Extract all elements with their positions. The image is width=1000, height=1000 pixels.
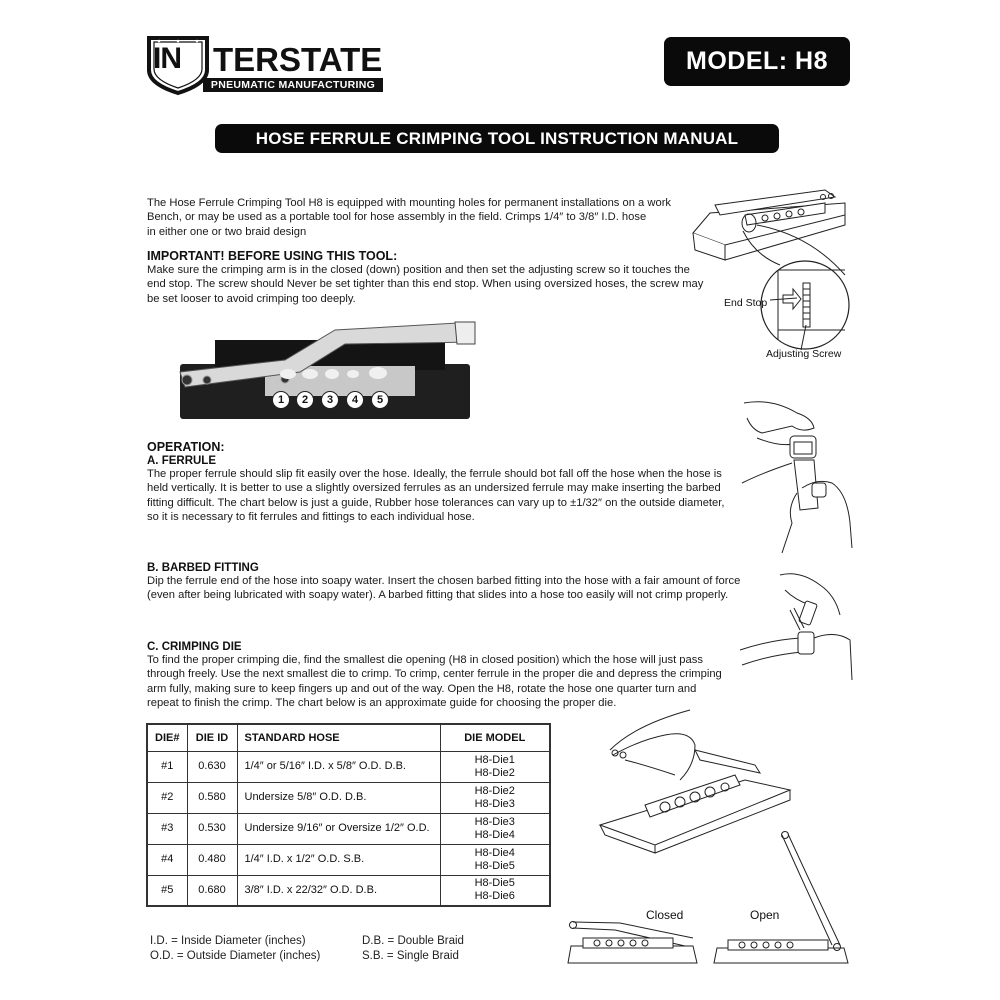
barbed-line: Dip the ferrule end of the hose into soapy water. Insert the chosen barbed fitting into the hose with a fair amount of force: [147, 575, 741, 587]
important-paragraph: [147, 263, 707, 306]
ferrule-paragraph: [147, 467, 727, 524]
cell-die-number: #2: [147, 782, 187, 813]
die-model-secondary: H8-Die3: [474, 797, 515, 810]
important-line: be set looser to avoid crimping too deeply.: [147, 292, 356, 305]
header-die-number: DIE#: [147, 724, 187, 751]
die-model-primary: H8-Die3: [474, 815, 515, 828]
ferrule-hands-sketch: [742, 398, 852, 553]
intro-line: in either one or two braid design: [147, 225, 307, 238]
barbed-heading: B. BARBED FITTING: [147, 562, 259, 574]
ferrule-heading: A. FERRULE: [147, 455, 216, 467]
die-model-secondary: H8-Die6: [474, 890, 515, 903]
die-model-secondary: H8-Die5: [474, 859, 515, 872]
table-row: [147, 751, 550, 782]
open-label: Open: [750, 908, 780, 922]
cell-standard-hose: 1/4″ or 5/16″ I.D. x 5/8″ O.D. D.B.: [237, 751, 440, 782]
intro-line: The Hose Ferrule Crimping Tool H8 is equipped with mounting holes for permanent installations on a work: [147, 197, 672, 209]
important-heading: IMPORTANT! BEFORE USING THIS TOOL:: [147, 249, 398, 263]
cell-die-number: #1: [147, 751, 187, 782]
open-position-sketch: [712, 830, 852, 965]
legend-sb: S.B. = Single Braid: [362, 950, 459, 962]
die-number-markers: [272, 391, 392, 411]
crimping-die-heading: C. CRIMPING DIE: [147, 641, 242, 653]
die-marker-5: 5: [371, 391, 389, 409]
important-line: end stop. The screw should Never be set tighter than this end stop. When using oversized hoses, the screw may: [147, 278, 704, 291]
die-marker-3: 3: [321, 391, 339, 409]
die-model-primary: H8-Die2: [474, 784, 515, 797]
legend-right: [362, 934, 464, 964]
cell-standard-hose: Undersize 9/16″ or Oversize 1/2″ O.D.: [237, 813, 440, 844]
cell-die-id: 0.530: [187, 813, 237, 844]
crimping-die-paragraph: [147, 653, 727, 710]
closed-position-sketch: [565, 918, 700, 963]
die-model-primary: H8-Die4: [474, 846, 515, 859]
cell-die-model: [440, 875, 550, 906]
die-marker-2: 2: [296, 391, 314, 409]
end-stop-diagram: [685, 185, 860, 370]
barbed-paragraph: [147, 574, 747, 603]
cell-die-model: [440, 813, 550, 844]
die-model-primary: H8-Die5: [474, 877, 515, 890]
cell-standard-hose: Undersize 5/8″ O.D. D.B.: [237, 782, 440, 813]
model-badge: MODEL: H8: [664, 37, 850, 86]
logo-prefix: IN: [153, 42, 181, 75]
cell-standard-hose: 3/8″ I.D. x 22/32″ O.D. D.B.: [237, 875, 440, 906]
legend-db: D.B. = Double Braid: [362, 935, 464, 947]
cell-die-id: 0.480: [187, 844, 237, 875]
operation-heading: OPERATION:: [147, 440, 225, 454]
table-row: [147, 813, 550, 844]
cell-die-model: [440, 751, 550, 782]
ferrule-line: The proper ferrule should slip fit easily over the hose. Ideally, the ferrule should bot fall off the hose when the hose is: [147, 468, 722, 480]
die-marker-1: 1: [272, 391, 290, 409]
legend-left: [150, 934, 320, 964]
die-marker-4: 4: [346, 391, 364, 409]
logo-tagline: PNEUMATIC MANUFACTURING: [203, 78, 383, 92]
die-model-secondary: H8-Die2: [474, 766, 515, 779]
header-die-model: DIE MODEL: [440, 724, 550, 751]
table-row: [147, 844, 550, 875]
header-die-id: DIE ID: [187, 724, 237, 751]
legend-id: I.D. = Inside Diameter (inches): [150, 935, 306, 947]
logo-wordmark: TERSTATE: [213, 41, 383, 78]
cell-die-id: 0.630: [187, 751, 237, 782]
cell-die-model: [440, 782, 550, 813]
table-header-row: [147, 724, 550, 751]
die-model-secondary: H8-Die4: [474, 828, 515, 841]
cell-die-id: 0.580: [187, 782, 237, 813]
table-row: [147, 875, 550, 906]
table-row: [147, 782, 550, 813]
barbed-fitting-sketch: [740, 570, 855, 690]
die-model-primary: H8-Die1: [474, 753, 515, 766]
cell-die-number: #5: [147, 875, 187, 906]
die-table: [146, 723, 551, 907]
cell-die-id: 0.680: [187, 875, 237, 906]
ferrule-line: held vertically. It is better to use a slightly oversized ferrules as an undersized ferrule may make inserting the barbed: [147, 482, 721, 495]
die-line: arm fully, making sure to keep fingers up and out of the way. Open the H8, rotate the hose one quarter turn and: [147, 682, 697, 695]
cell-die-number: #3: [147, 813, 187, 844]
ferrule-line: so it is necessary to fit ferrules and fittings to each individual hose.: [147, 510, 475, 523]
barbed-line: (even after being lubricated with soapy water). A barbed fitting that slides into a hose too easily will not crimp properly.: [147, 589, 729, 602]
die-line: To find the proper crimping die, find the smallest die opening (H8 in closed position) which the hose will just pass: [147, 654, 703, 666]
cell-die-number: #4: [147, 844, 187, 875]
end-stop-label: End Stop: [724, 297, 768, 309]
important-line: Make sure the crimping arm is in the closed (down) position and then set the adjusting screw so it touches the: [147, 264, 690, 276]
adjusting-screw-label: Adjusting Screw: [766, 348, 842, 360]
page-title: HOSE FERRULE CRIMPING TOOL INSTRUCTION MANUAL: [215, 124, 779, 153]
intro-paragraph: [147, 196, 687, 239]
legend-od: O.D. = Outside Diameter (inches): [150, 950, 321, 962]
cell-die-model: [440, 844, 550, 875]
die-line: through freely. Use the next smallest die to crimp. To crimp, center ferrule in the proper die and depress the crimping: [147, 668, 722, 681]
closed-label: Closed: [646, 908, 684, 922]
cell-standard-hose: 1/4″ I.D. x 1/2″ O.D. S.B.: [237, 844, 440, 875]
header-standard-hose: STANDARD HOSE: [237, 724, 440, 751]
ferrule-line: fitting difficult. The chart below is just a guide, Rubber hose tolerances can vary up to ±1/32″ on the outside diameter,: [147, 496, 725, 509]
die-line: repeat to finish the crimp. The chart below is an approximate guide for choosing the proper die.: [147, 696, 617, 709]
brand-logo: [147, 36, 383, 94]
intro-line: Bench, or may be used as a portable tool for hose assembly in the field. Crimps 1/4″ to 3/8″ I.D. hose: [147, 211, 647, 224]
